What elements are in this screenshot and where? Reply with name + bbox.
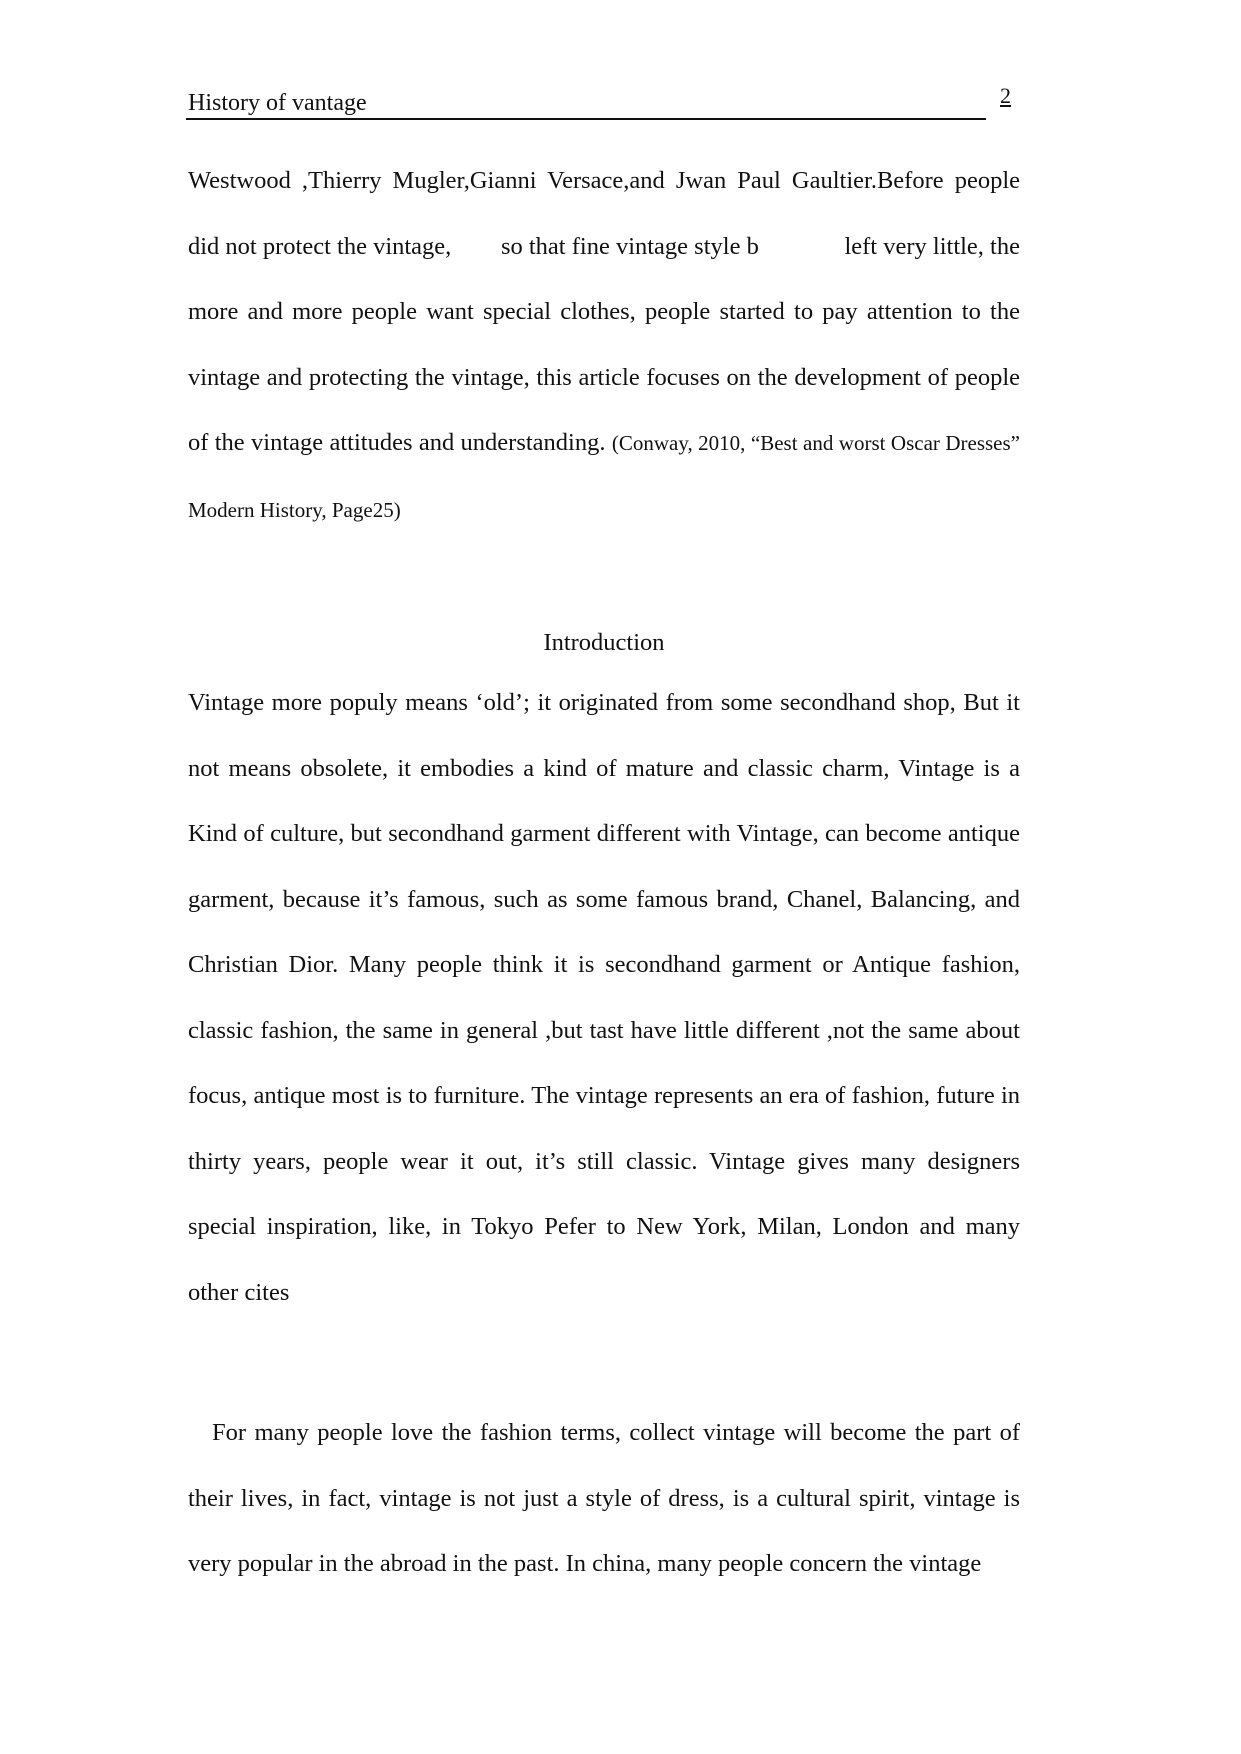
header-rule [186, 118, 986, 120]
section-heading: Introduction [543, 629, 665, 656]
header-title: History of vantage [188, 90, 367, 116]
paragraph-introduction: Vintage more populy means ‘old’; it originated from some secondhand shop, But it not means obsolete, it embodies a kind of mature and classic charm, Vintage is a Kind of culture, but secondhand garment different with Vintage, can become antique garment, because it’s famous, such as some famous brand, Chanel, Balancing, and Christian Dior. Many people think it is secondhand garment or Antique fashion, classic fashion, the same in general ,but tast have little different ,not the same about focus, antique most is to furniture. The vintage represents an era of fashion, future in thirty years, people wear it out, it’s still classic. Vintage gives many designers special inspiration, like, in Tokyo Pefer to New York, Milan, London and many other cites [188, 689, 1020, 1306]
paragraph-continuation [188, 148, 1020, 543]
paragraph-line [188, 214, 1020, 280]
paragraph-text: did not protect the vintage, [188, 232, 452, 260]
paragraph-text: more and more people want special clothes, people started to pay attention to the vintage and protecting the vintage, this article focuses on the development of people of the vintage attitudes and understanding. [188, 298, 1020, 456]
paragraph-fashion: For many people love the fashion terms, collect vintage will become the part of their lives, in fact, vintage is not just a style of dress, is a cultural spirit, vintage is very popular in the abroad in the past. In china, many people concern the vintage [188, 1419, 1020, 1577]
citation: (Conway, 2010, “Best and worst Oscar Dresses” Modern History, Page25) [188, 431, 1021, 522]
page-number: 2 [1000, 83, 1011, 108]
paragraph-text: left very little, the [844, 232, 1020, 260]
paragraph-line [188, 148, 1020, 214]
paragraph-text: Westwood ,Thierry Mugler,Gianni Versace,and Jwan Paul Gaultier.Before people [188, 167, 1020, 194]
paragraph-text: so that fine vintage style b [500, 232, 759, 260]
running-header [186, 86, 986, 122]
paragraph-line [188, 279, 1020, 543]
